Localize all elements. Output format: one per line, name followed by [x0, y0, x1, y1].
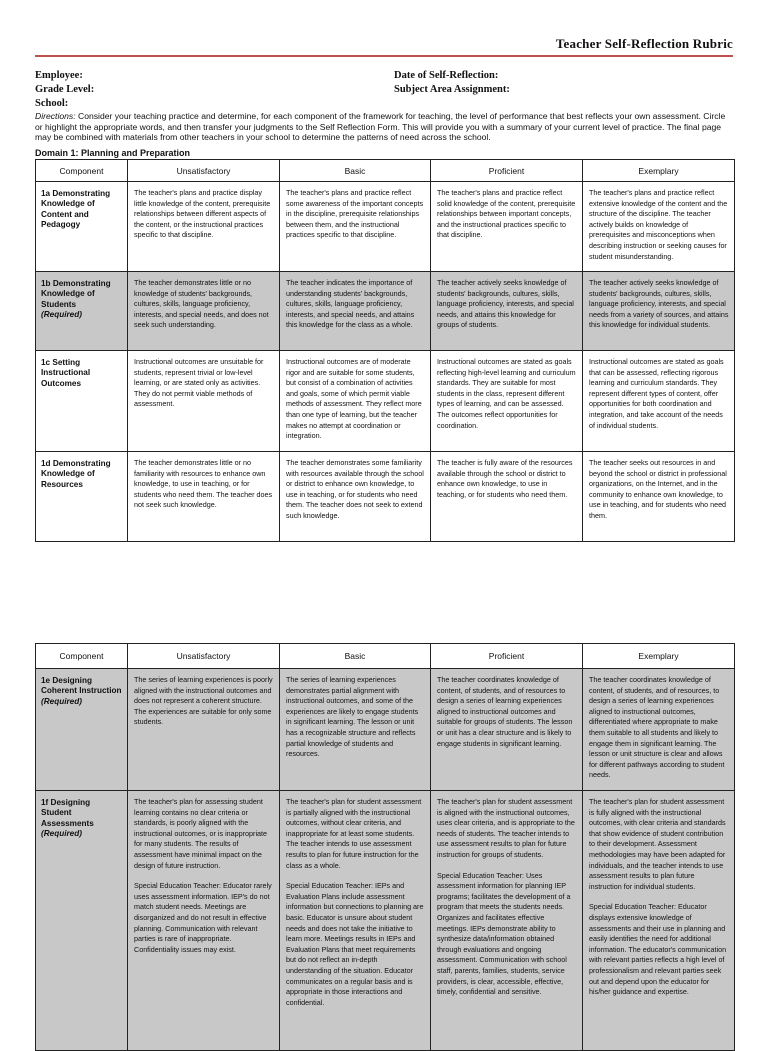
required-label: (Required) [41, 829, 82, 839]
reflection-info [394, 69, 510, 97]
component-cell [36, 791, 128, 1051]
table-row [36, 351, 735, 452]
table-row [36, 669, 735, 791]
cell-text: The series of learning experiences demonstrates partial alignment with instructional outcomes, and some of the experiences are likely to engage students in significant learning. The lesson or unit has a recognizable structure and reflects partial knowledge of students and resources. [286, 675, 419, 759]
rubric-cell: The teacher actively seeks knowledge of students' backgrounds, cultures, skills, language proficiency, interests, and special needs from a variety of sources, and attains this knowledge for individual students. [583, 272, 735, 351]
table-row [36, 452, 735, 542]
subject-label: Subject Area Assignment: [394, 84, 510, 95]
rubric-cell [583, 669, 735, 791]
directions-body: Consider your teaching practice and determine, for each component of the framework for teaching, the level of performance that best reflects your own assessment. Circle or highlight the appropriate words, and then transfer your judgments to the Self Reflection Form. This will provide you with a summary of your current level of practice. The final page may be combined with materials from other teachers in your school to determine the patterns of need across the school. [35, 111, 726, 143]
rubric-cell [128, 669, 280, 791]
cell-text: Special Education Teacher: Uses assessment information for planning IEP programs; facilitates the development of a program that meets the students needs. Organizes and facilitates effective meetings. IEPs demonstrate ability to synthesize data/information obtained through evaluations and ongoing assessment. Communication with school staff, parents, families, students, service providers, is clear, accessible, effective, timely, confidential and sensitive. [437, 870, 571, 997]
component-name: 1c Setting Instructional Outcomes [41, 358, 91, 388]
header-row [36, 644, 735, 669]
header-basic: Basic [280, 160, 431, 182]
component-cell [36, 351, 128, 452]
header-unsatisfactory: Unsatisfactory [128, 644, 280, 669]
table-row [36, 272, 735, 351]
rubric-cell: The teacher's plans and practice reflect extensive knowledge of the content and the structure of the discipline. The teacher actively builds on knowledge of prerequisites and misconceptions when describing instruction or seeking causes for student misunderstanding. [583, 182, 735, 272]
required-label: (Required) [41, 310, 82, 320]
component-name: 1e Designing Coherent Instruction [41, 676, 122, 696]
rubric-cell: Instructional outcomes are of moderate rigor and are suitable for some students, but consist of a combination of activities and goals, some of which permit viable methods of assessment. They reflect more than one type of learning, but the teacher makes no attempt at coordination or integration. [280, 351, 431, 452]
component-cell [36, 182, 128, 272]
component-cell [36, 669, 128, 791]
grade-level-label: Grade Level: [35, 84, 95, 95]
header-proficient: Proficient [431, 160, 583, 182]
domain-title: Domain 1: Planning and Preparation [35, 148, 191, 158]
component-name: 1a Demonstrating Knowledge of Content and Pedagogy [41, 189, 111, 230]
rubric-cell: The teacher's plans and practice reflect solid knowledge of the content, prerequisite relationships between important concepts, and the instructional practices specific to that discipline. [431, 182, 583, 272]
employee-info [35, 69, 94, 111]
cell-text: Special Education Teacher: Educator rarely uses assessment information. IEP's do not match student needs. Meetings are disorganized and do not result in effective planning. Communication with relevant parties is rare of inappropriate. Confidentiality issues may exist. [134, 881, 272, 954]
directions-text [35, 111, 735, 143]
school-label: School: [35, 98, 69, 109]
date-label: Date of Self-Reflection: [394, 70, 499, 81]
component-cell [36, 272, 128, 351]
cell-text: The teacher's plan for assessing student learning contains no clear criteria or standards, is poorly aligned with the instructional outcomes, or is inappropriate for many students. The results of assessment have minimal impact on the design of future instruction. [134, 797, 268, 870]
component-name: 1f Designing Student Assessments [41, 798, 94, 828]
rubric-cell: Instructional outcomes are stated as goals reflecting high-level learning and curriculum standards. They are suitable for most students in the class, represent different types of learning, and can be assessed. The outcomes reflect opportunities for coordination. [431, 351, 583, 452]
cell-text: The teacher's plan for student assessment is aligned with the instructional outcomes, uses clear criteria, and is appropriate to the needs of students. The teacher intends to use assessment results to plan for future instruction for groups of students. [437, 797, 575, 859]
rubric-cell: The teacher is fully aware of the resources available through the school or district to enhance own knowledge, to use in teaching, or for students who need them. [431, 452, 583, 542]
rubric-table-2 [35, 643, 735, 1051]
employee-label: Employee: [35, 70, 83, 81]
document-title: Teacher Self-Reflection Rubric [555, 36, 733, 51]
rubric-cell: The teacher actively seeks knowledge of students' backgrounds, cultures, skills, language proficiency, interests, and special needs, and attains this knowledge for groups of students. [431, 272, 583, 351]
rubric-cell: The teacher demonstrates little or no familiarity with resources to enhance own knowledge, to use in teaching, or for students who need them. The teacher does not seek such knowledge. [128, 452, 280, 542]
cell-text: Special Education Teacher: IEPs and Evaluation Plans include assessment information but connections to planning are basic. Educator is unsure about student needs and does not take the initiative to learn more. Meetings results in IEPs and Evaluation Plans that meet requirements but do not reflect an in-depth understanding of the situation. Educator communicates on a regular basis and is appropriate in those interactions and confidential. [286, 881, 424, 1007]
cell-text: The teacher's plan for student assessment is partially aligned with the instructional outcomes, without clear criteria, and inappropriate for at least some students. The teacher intends to use assessment results to plan for future instruction for the class as a whole. [286, 797, 422, 870]
rubric-cell [280, 669, 431, 791]
rubric-cell: Instructional outcomes are stated as goals that can be assessed, reflecting rigorous learning and curriculum standards. They represent different types of content, offer opportunities for both coordination and integration, and take account of the needs of individual students. [583, 351, 735, 452]
rubric-cell [583, 791, 735, 1051]
header-exemplary: Exemplary [583, 644, 735, 669]
header-basic: Basic [280, 644, 431, 669]
header-component: Component [36, 160, 128, 182]
rubric-cell [128, 791, 280, 1051]
table-row [36, 182, 735, 272]
component-name: 1b Demonstrating Knowledge of Students [41, 279, 111, 309]
rubric-cell: The teacher indicates the importance of understanding students' backgrounds, cultures, skills, language proficiency, interests, and special needs, and attains this knowledge for the class as a whole. [280, 272, 431, 351]
rubric-cell: The teacher demonstrates little or no knowledge of students' backgrounds, cultures, skills, language proficiency, interests, and special needs, and does not seek such understanding. [128, 272, 280, 351]
rubric-cell [280, 791, 431, 1051]
cell-text: The series of learning experiences is poorly aligned with the instructional outcomes and does not represent a coherent structure. The experiences are suitable for only some students. [134, 675, 273, 727]
directions-label: Directions: [35, 111, 76, 121]
header-unsatisfactory: Unsatisfactory [128, 160, 280, 182]
rubric-cell: The teacher's plans and practice display little knowledge of the content, prerequisite relationships between different aspects of the content, or the instructional practices specific to that discipline. [128, 182, 280, 272]
component-name: 1d Demonstrating Knowledge of Resources [41, 459, 111, 489]
rubric-cell [431, 791, 583, 1051]
header-row [36, 160, 735, 182]
rubric-cell: The teacher's plans and practice reflect some awareness of the important concepts in the discipline, prerequisite relationships between them, and the instructional practices specific to that discipline. [280, 182, 431, 272]
rubric-cell: The teacher demonstrates some familiarity with resources available through the school or district to enhance own knowledge, to use in teaching, or for students who need them. The teacher does not seek to extend such knowledge. [280, 452, 431, 542]
rubric-cell: Instructional outcomes are unsuitable for students, represent trivial or low-level learning, or are stated only as activities. They do not permit viable methods of assessment. [128, 351, 280, 452]
table-row [36, 791, 735, 1051]
header-proficient: Proficient [431, 644, 583, 669]
header-component: Component [36, 644, 128, 669]
rubric-table-1 [35, 159, 735, 542]
rubric-cell: The teacher seeks out resources in and beyond the school or district in professional organizations, on the Internet, and in the community to enhance own knowledge, to use in teaching, and for students who need them. [583, 452, 735, 542]
cell-text: The teacher coordinates knowledge of content, of students, and of resources, to design a series of learning experiences aligned to instructional outcomes, differentiated where appropriate to make them suitable to all students and likely to engage them in significant learning. The lesson or unit structure is clear and allows for different pathways according to student needs. [589, 675, 725, 780]
cell-text: Special Education Teacher: Educator displays extensive knowledge of assessments and their use in planning and easily identifies the need for additional information. The educator's communication with relevant parties reflects a high level of professionalism and relevant parties seek out and depend upon the educator for his/her guidance and expertise. [589, 902, 727, 997]
required-label: (Required) [41, 696, 82, 706]
component-cell [36, 452, 128, 542]
cell-text: The teacher's plan for student assessment is fully aligned with the instructional outcomes, with clear criteria and standards that show evidence of student contribution to their development. Assessment methodologies may have been adapted for individuals, and the teacher intends to use assessment results to plan future instruction for individual students. [589, 797, 726, 891]
header-exemplary: Exemplary [583, 160, 735, 182]
cell-text: The teacher coordinates knowledge of content, of students, and of resources to design a series of learning experiences aligned to instructional outcomes and suitable for groups of students. The lesson or unit has a clear structure and is likely to engage students in significant learning. [437, 675, 573, 748]
rubric-cell [431, 669, 583, 791]
title-rule [35, 55, 733, 57]
